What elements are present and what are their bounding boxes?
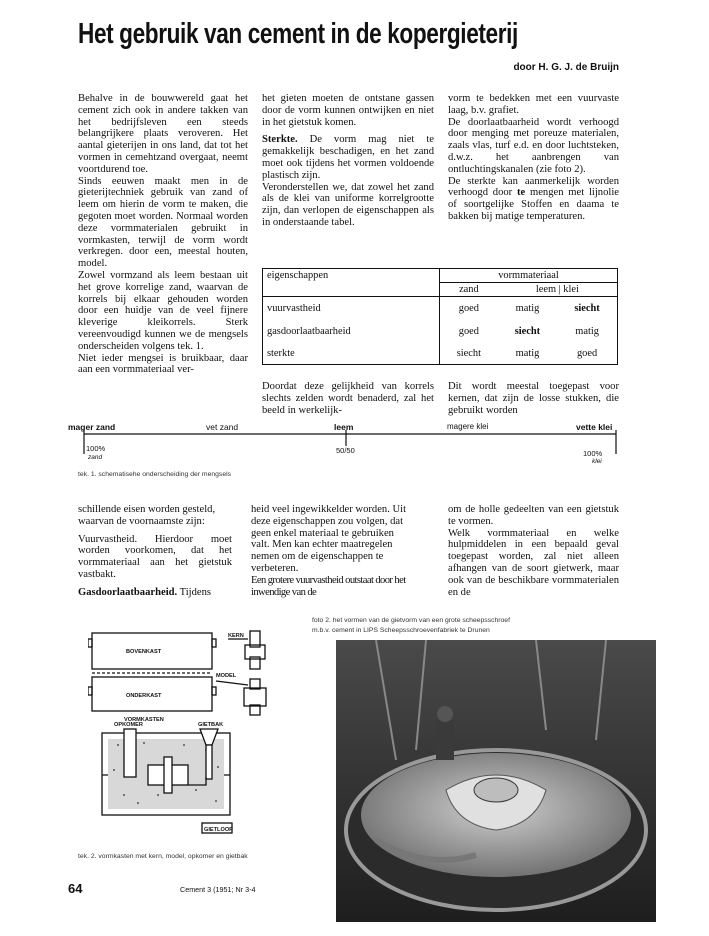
page-number: 64 xyxy=(68,881,83,896)
label-onderkast: ONDERKAST xyxy=(126,693,162,699)
table-header-eigenschappen: eigenschappen xyxy=(263,269,440,297)
scale-mid: 50/50 xyxy=(336,446,355,455)
label-gietbak: GIETBAK xyxy=(198,722,224,728)
scale-left-pct: 100% xyxy=(86,444,106,453)
paragraph: Behalve in de bouwwereld gaat het cement zich ook in andere takken van het bedrijfsleven een steeds belangrijkere plaats veroveren. Het aantal gieterijen in ons land, dat tot het vormen in cemehtzand overgaat, neemt voortdurend toe. xyxy=(78,93,248,175)
paragraph: vorm te bedekken met een vuurvaste laag, b.v. grafiet. xyxy=(448,93,619,116)
table-subheader-zand: zand xyxy=(440,283,498,297)
table-row xyxy=(263,297,618,321)
label-gietloop: GIETLOOP xyxy=(204,827,233,833)
paragraph: om de holle gedeelten van een gietstuk te vormen. xyxy=(448,504,619,527)
table-subheader-leem-klei: leem | klei xyxy=(498,283,618,297)
paragraph: De sterkte kan aanmerkelijk worden verhoogd door te mengen met lijnolie of soortgelijke Stoffen en daama te bakken bij matige temperaturen. xyxy=(448,175,619,222)
table-cell: matig xyxy=(575,326,599,337)
column-1-upper xyxy=(78,93,248,376)
scale-right-sub: klei xyxy=(592,458,602,465)
paragraph: Gasdoorlaatbaarheid. Tijdens xyxy=(78,586,212,598)
label-vormkasten: VORMKASTEN xyxy=(124,717,164,723)
column-3-upper xyxy=(448,93,619,223)
table-cell: matig xyxy=(515,303,540,315)
paragraph: Een grotere vuurvastheid outstaat door het inwendige van de xyxy=(251,574,406,598)
paragraph: waarvan de voornaamste zijn: xyxy=(78,515,205,527)
paragraph: Sterkte. De vorm mag niet te gemakkelijk beschadigen, en het zand moet ook tijdens het vormen voldoende plastisch zijn. xyxy=(262,134,434,181)
figure-1-caption: tek. 1. schematisehe onderscheiding der mengsels xyxy=(78,471,232,478)
paragraph: het gieten moeten de ontstane gassen door de vorm kunnen ontwijken en niet in het gietstuk komen. xyxy=(262,93,434,128)
label-opkomer: OPKOMER xyxy=(114,722,143,728)
scale-label: mager zand xyxy=(68,422,116,432)
table-cell: goed xyxy=(440,321,498,343)
paragraph: De doorlaatbaarheid wordt verhoogd door menging met poreuze materialen, zaals vlas, turf e.d. en door luchtsteken, d.w.z. het aanbrengen van ontluchtingskanalen (zie foto 2). xyxy=(448,116,619,175)
paragraph: Sinds eeuwen maakt men in de gieterijtechniek gebruik van zand of leem om hierin de vorm te maken, die gegoten moet worden. Normaal worden deze vormmaterialen gebruikt in vormkasten, terwijl de vorm wordt verkregen. door een, meestal houten, model. xyxy=(78,175,248,270)
scale-label: vet zand xyxy=(206,422,239,432)
table-cell: gasdoorlaatbaarheid xyxy=(267,326,351,337)
table-cell: siecht xyxy=(440,343,498,365)
paragraph: Welk vormmateriaal en welke hulpmiddelen in een bepaald geval toegepast worden, zal niet alleen afhangen van de soort gietwerk, maar ook van de beschikbare vormmaterialen en de xyxy=(448,527,619,598)
propeller-mould-photo xyxy=(336,640,656,922)
moulding-box-diagram xyxy=(88,625,280,839)
table-cell: goed xyxy=(576,347,598,359)
scale-label: magere klei xyxy=(447,422,489,431)
label-bovenkast: BOVENKAST xyxy=(126,649,162,655)
paragraph: Niet ieder mengsei is bruikbaar, daar aan een vormmateriaal ver- xyxy=(78,352,248,376)
column-2-upper xyxy=(262,93,434,229)
photo-caption-line-2: m.b.v. cement in LIPS Scheepsschroevenfabriek te Drunen xyxy=(312,627,490,634)
paragraph: Veronderstellen we, dat zowel het zand als de klei van uniforme korrelgrootte zijn, dan verlopen de eigenschappen als in onderstaande tabel. xyxy=(262,181,434,228)
table-cell: sterkte xyxy=(267,347,295,359)
label-kern: KERN xyxy=(228,633,244,639)
scale-left-sub: zand xyxy=(88,454,103,461)
table-row xyxy=(263,343,618,365)
column-3-lower xyxy=(448,504,619,598)
column-1-lower xyxy=(78,504,232,599)
table-cell: siecht xyxy=(574,303,600,315)
journal-reference: Cement 3 (1951; Nr 3-4 xyxy=(180,885,256,894)
scale-label: vette klei xyxy=(576,422,613,432)
column-2-lower xyxy=(251,504,413,598)
page-title: Het gebruik van cement in de kopergieterij xyxy=(78,18,518,50)
table-row xyxy=(263,321,618,343)
below-table-left: Doordat deze gelijkheid van korrels slechts zelden wordt benaderd, zal het beeld in werkelijk- xyxy=(262,381,434,416)
table-cell: siecht xyxy=(514,326,541,337)
figure-2-caption: tek. 2. vormkasten met kern, model, opkomer en gietbak xyxy=(78,853,248,860)
table-cell: vuurvastheid xyxy=(267,303,321,315)
paragraph: schillende eisen worden gesteld, xyxy=(78,504,216,515)
author-byline: door H. G. J. de Bruijn xyxy=(513,62,619,73)
paragraph: Zowel vormzand als leem bestaan uit het grove korrelige zand, waarvan de korrels bij elkaar gehouden worden door een huidje van de veel fijnere kleverige kleikorrels. Sterk vereenvoudigd kunnen we de mengsels onderscheiden volgens tek. 1. xyxy=(78,269,248,352)
properties-table xyxy=(262,268,618,365)
label-model: MODEL xyxy=(216,673,237,679)
below-table-right: Dit wordt meestal toegepast voor kernen, dat zijn de losse stukken, die gebruikt worden xyxy=(448,381,619,416)
run-in-heading: Sterkte. xyxy=(262,134,298,146)
scale-label: leem xyxy=(334,422,354,432)
table-cell: matig xyxy=(515,347,540,359)
paragraph: Vuurvastheid. Hierdoor moet worden voorkomen, dat het vormmateriaal aan het gietstuk vastbakt. xyxy=(78,533,232,580)
photo-caption-line-1: foto 2. het vormen van de gietvorm van een grote scheepsschroef xyxy=(312,617,510,624)
table-cell: goed xyxy=(440,297,498,321)
table-header-vormmateriaal: vormmateriaal xyxy=(440,269,618,283)
paragraph: heid veel ingewikkelder worden. Uit deze eigenschappen zou volgen, dat geen enkel materiaal te gebruiken valt. Men kan echter maatregelen nemen om de eigenschappen te verbeteren. xyxy=(251,504,407,574)
scale-right-pct: 100% xyxy=(583,449,603,458)
